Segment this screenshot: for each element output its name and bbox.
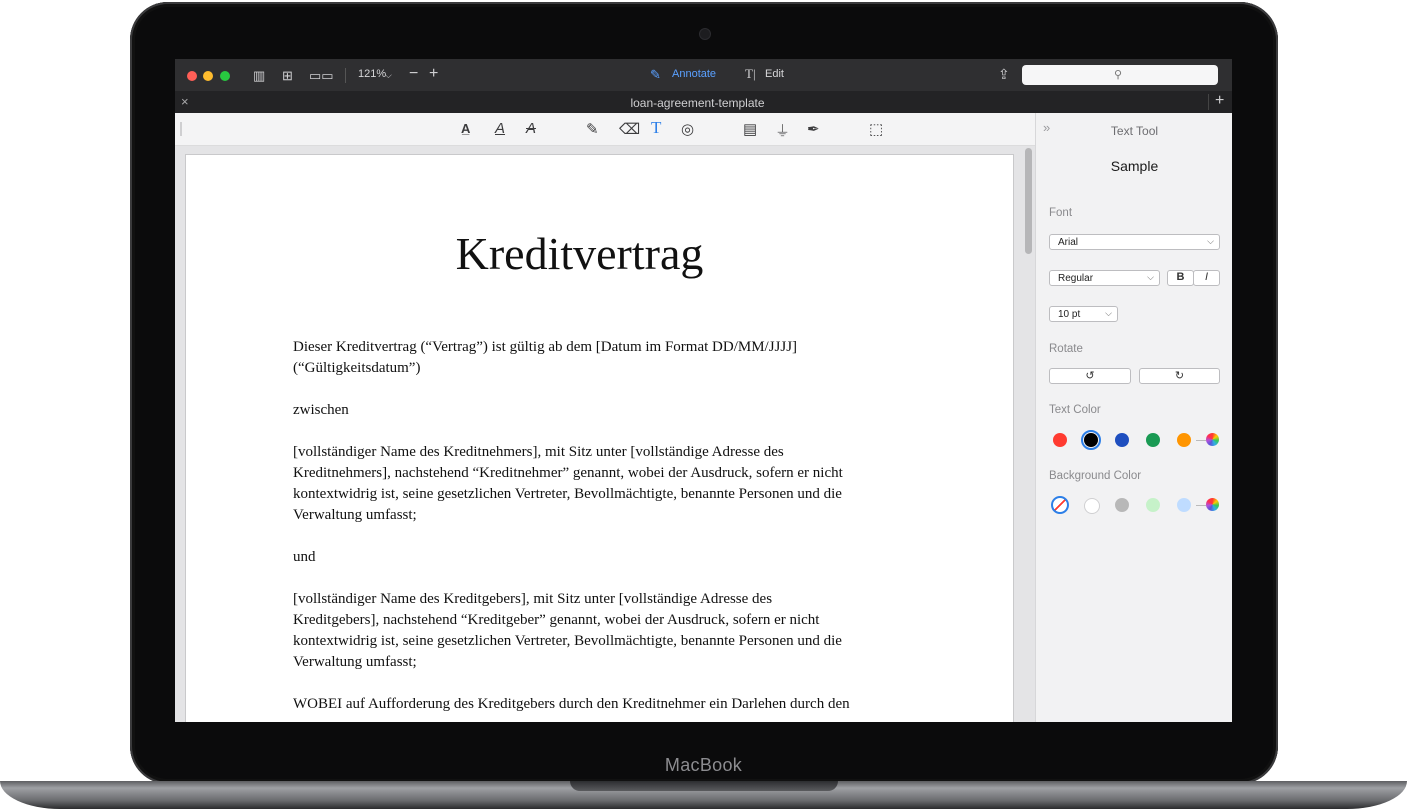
text-color-swatch[interactable] xyxy=(1115,433,1129,447)
edit-text-icon[interactable]: T| xyxy=(745,66,756,81)
document-canvas[interactable] xyxy=(175,146,1035,722)
strikethrough-text-icon[interactable]: A xyxy=(526,120,537,137)
annotate-mode-button[interactable]: Annotate xyxy=(672,68,717,80)
font-sample: Sample xyxy=(1110,158,1159,174)
rotate-left-button[interactable] xyxy=(1049,368,1131,384)
vertical-scrollbar[interactable] xyxy=(1025,148,1032,254)
text-color-swatch[interactable] xyxy=(1177,433,1191,447)
tab-divider xyxy=(1208,94,1209,110)
zoom-in-icon[interactable]: + xyxy=(429,65,439,82)
text-color-swatch[interactable] xyxy=(1053,433,1067,447)
font-size-select[interactable] xyxy=(1049,306,1118,322)
paragraph-between: zwischen xyxy=(293,402,349,418)
shapes-icon[interactable]: ◎ xyxy=(681,121,695,138)
toolbar-grip xyxy=(180,122,182,136)
text-color-swatch[interactable] xyxy=(1084,433,1098,447)
app-window xyxy=(175,59,1232,722)
background-color-label: Background Color xyxy=(1049,470,1142,482)
device-label: MacBook xyxy=(664,755,743,775)
comment-icon[interactable]: ▤ xyxy=(743,121,758,138)
annotation-toolbar xyxy=(175,113,1035,146)
chevron-down-icon: ⌵ xyxy=(1207,236,1214,246)
camera-icon xyxy=(699,28,711,40)
font-family-select[interactable] xyxy=(1049,234,1220,250)
rotate-right-button[interactable] xyxy=(1139,368,1220,384)
font-style-value: Regular xyxy=(1058,273,1094,284)
text-color-swatch[interactable] xyxy=(1146,433,1160,447)
background-color-swatch[interactable] xyxy=(1115,498,1129,512)
bold-button[interactable]: B xyxy=(1167,270,1194,286)
rotate-cw-icon: ↻ xyxy=(1174,370,1185,382)
font-family-value: Arial xyxy=(1058,237,1079,248)
selection-icon[interactable]: ⬚ xyxy=(869,121,884,138)
zoom-out-icon[interactable]: − xyxy=(409,65,419,82)
paragraph-borrower: [vollständiger Name des Kreditnehmers], mit Sitz unter [vollständige Adresse des Kreditnehmers], nachstehend “Kreditnehmer” genannt, wobei der Ausdruck, sofern er nicht kontextwidrig ist, seine gesetzlichen Vertreter, Bevollmächtigte, benannte Personen und die Verwaltung umfasst; xyxy=(293,444,843,523)
text-tool-icon[interactable]: T xyxy=(651,118,662,137)
share-icon[interactable]: ⇪ xyxy=(998,66,1010,82)
title-bar xyxy=(175,59,1232,91)
laptop-notch xyxy=(570,781,838,791)
panel-title: Text Tool xyxy=(1110,124,1159,138)
sidebar-toggle-icon[interactable]: ▥ xyxy=(253,68,266,83)
tab-bar xyxy=(175,91,1232,113)
search-icon: ⚲ xyxy=(1114,69,1123,81)
swatch-divider xyxy=(1196,505,1206,506)
edit-mode-button[interactable]: Edit xyxy=(765,68,784,80)
document-page[interactable] xyxy=(185,154,1014,722)
pencil-icon[interactable]: ✎ xyxy=(586,121,599,138)
highlight-text-icon[interactable]: A̲ xyxy=(461,121,471,136)
color-wheel-icon[interactable] xyxy=(1206,433,1219,446)
background-color-swatch[interactable] xyxy=(1084,498,1100,514)
text-tool-panel xyxy=(1035,113,1232,722)
stamp-icon[interactable]: ⏚ xyxy=(775,123,791,140)
thumbnails-icon[interactable]: ⊞ xyxy=(282,68,293,83)
tab-title[interactable]: loan-agreement-template xyxy=(630,96,765,110)
signature-pen-icon[interactable]: ✒ xyxy=(807,121,820,138)
chevron-down-icon: ⌵ xyxy=(1105,308,1112,318)
font-size-value: 10 pt xyxy=(1058,309,1081,320)
annotate-pen-icon[interactable]: ✎ xyxy=(650,67,661,82)
background-color-swatch[interactable] xyxy=(1146,498,1160,512)
font-label: Font xyxy=(1049,207,1073,219)
paragraph-whereas: WOBEI auf Aufforderung des Kreditgebers durch den Kreditnehmer ein Darlehen durch den xyxy=(293,696,850,712)
rotate-label: Rotate xyxy=(1049,343,1083,355)
new-tab-icon[interactable]: + xyxy=(1215,92,1225,109)
eraser-icon[interactable]: ⌫ xyxy=(619,121,641,138)
paragraph-effective-date: Dieser Kreditvertrag (“Vertrag”) ist gültig ab dem [Datum im Format DD/MM/JJJJ] (“Gültigkeitsdatum”) xyxy=(293,339,798,376)
no-background-swatch[interactable] xyxy=(1051,496,1069,514)
zoom-window-button[interactable] xyxy=(220,71,230,81)
close-tab-icon[interactable]: × xyxy=(181,94,189,109)
collapse-panel-icon[interactable]: » xyxy=(1043,120,1051,135)
chevron-down-icon: ⌵ xyxy=(1147,272,1154,282)
document-title: Kreditvertrag xyxy=(455,228,704,279)
search-input[interactable] xyxy=(1022,65,1218,85)
two-page-view-icon[interactable]: ▭▭ xyxy=(309,68,334,83)
close-window-button[interactable] xyxy=(187,71,197,81)
background-color-wheel-icon[interactable] xyxy=(1206,498,1219,511)
rotate-ccw-icon: ↺ xyxy=(1085,370,1095,382)
paragraph-lender: [vollständiger Name des Kreditgebers], mit Sitz unter [vollständige Adresse des Kreditgebers], nachstehend “Kreditgeber” genannt, wobei der Ausdruck, sofern er nicht kontextwidrig ist, seine gesetzlichen Vertreter, Bevollmächtigte, benannte Personen und die Verwaltung umfasst; xyxy=(293,591,842,670)
text-color-label: Text Color xyxy=(1049,404,1101,416)
minimize-window-button[interactable] xyxy=(203,71,213,81)
zoom-level[interactable]: 121% xyxy=(358,68,387,80)
swatch-divider xyxy=(1196,440,1206,441)
toolbar-divider xyxy=(345,68,346,83)
paragraph-and: und xyxy=(293,549,316,565)
underline-text-icon[interactable]: A xyxy=(495,120,506,137)
font-style-select[interactable] xyxy=(1049,270,1160,286)
italic-button[interactable]: I xyxy=(1193,270,1220,286)
background-color-swatch[interactable] xyxy=(1177,498,1191,512)
zoom-dropdown-icon[interactable]: ⌵ xyxy=(385,70,392,80)
